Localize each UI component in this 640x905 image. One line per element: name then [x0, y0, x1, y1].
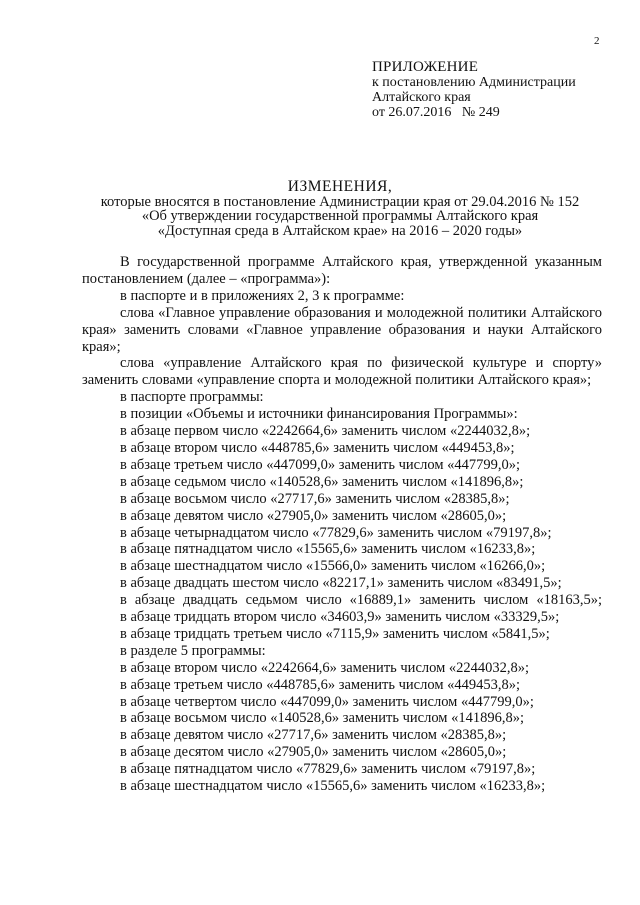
list-item: в абзаце втором число «2242664,6» заменить числом «2244032,8»; — [120, 659, 530, 676]
paragraph: в паспорте и в приложениях 2, 3 к программе: — [120, 287, 405, 304]
paragraph: в разделе 5 программы: — [120, 642, 266, 659]
annex-line: Алтайского края — [372, 90, 471, 105]
list-item: в абзаце первом число «2242664,6» заменить числом «2244032,8»; — [120, 423, 531, 440]
list-item: в абзаце шестнадцатом число «15565,6» заменить числом «16233,8»; — [120, 778, 546, 795]
list-item: в абзаце двадцать шестом число «82217,1» заменить числом «83491,5»; — [120, 575, 562, 592]
paragraph: в позиции «Объемы и источники финансирования Программы»: — [120, 406, 518, 423]
list-item: в абзаце девятом число «27717,6» заменить числом «28385,8»; — [120, 727, 507, 744]
changes-subtitle-line: «Об утверждении государственной программы Алтайского края — [141, 208, 539, 224]
annex-block — [372, 60, 576, 120]
section5-items-list — [82, 660, 602, 795]
annex-line: к постановлению Администрации — [372, 75, 576, 90]
list-item: в абзаце пятнадцатом число «77829,6» заменить числом «79197,8»; — [120, 761, 536, 778]
page-number: 2 — [594, 35, 600, 47]
list-item: в абзаце шестнадцатом число «15566,0» заменить числом «16266,0»; — [120, 558, 546, 575]
list-item: в абзаце восьмом число «140528,6» заменить числом «141896,8»; — [120, 710, 524, 727]
list-item: в абзаце тридцать третьем число «7115,9» заменить числом «5841,5»; — [120, 625, 550, 642]
list-item: в абзаце втором число «448785,6» заменить числом «449453,8»; — [120, 439, 515, 456]
list-item: в абзаце четырнадцатом число «77829,6» заменить числом «79197,8»; — [120, 524, 552, 541]
changes-heading — [70, 180, 610, 238]
paragraph: в паспорте программы: — [120, 389, 264, 406]
changes-subtitle-line: «Доступная среда в Алтайском крае» на 2016 – 2020 годы» — [157, 222, 523, 239]
list-item: в абзаце третьем число «448785,6» заменить числом «449453,8»; — [120, 676, 521, 693]
list-item: в абзаце пятнадцатом число «15565,6» заменить числом «16233,8»; — [120, 541, 536, 558]
list-item: в абзаце третьем число «447099,0» заменить числом «447799,0»; — [120, 456, 521, 473]
list-item: в абзаце тридцать втором число «34603,9» заменить числом «33329,5»; — [120, 609, 560, 626]
changes-subtitle-line: которые вносятся в постановление Администрации края от 29.04.2016 № 152 — [100, 193, 580, 210]
list-item: в абзаце восьмом число «27717,6» заменить числом «28385,8»; — [120, 490, 510, 507]
paragraph: слова «управление Алтайского края по физической культуре и спорту» заменить словами «управление спорта и молодежной политики Алтайского края»; — [82, 355, 602, 389]
changes-title: ИЗМЕНЕНИЯ, — [287, 178, 393, 195]
document-body — [82, 254, 602, 795]
passport-items-list — [82, 609, 602, 643]
paragraph: слова «Главное управление образования и молодежной политики Алтайского края» заменить словами «Главное управление образования и науки Алтайского края»; — [82, 304, 602, 355]
annex-title: ПРИЛОЖЕНИЕ — [372, 59, 479, 75]
intro-paragraph: В государственной программе Алтайского края, утвержденной указанным постановлением (далее – «программа»): — [82, 254, 602, 287]
list-item: в абзаце двадцать седьмом число «16889,1» заменить числом «18163,5»; — [120, 592, 602, 609]
list-item: в абзаце десятом число «27905,0» заменить числом «28605,0»; — [120, 744, 507, 761]
list-item: в абзаце седьмом число «140528,6» заменить числом «141896,8»; — [120, 473, 524, 490]
annex-date-number: от 26.07.2016 № 249 — [372, 105, 500, 120]
list-item: в абзаце девятом число «27905,0» заменить числом «28605,0»; — [120, 507, 507, 524]
passport-items-list — [82, 423, 602, 592]
list-item: в абзаце четвертом число «447099,0» заменить числом «447799,0»; — [120, 693, 534, 710]
